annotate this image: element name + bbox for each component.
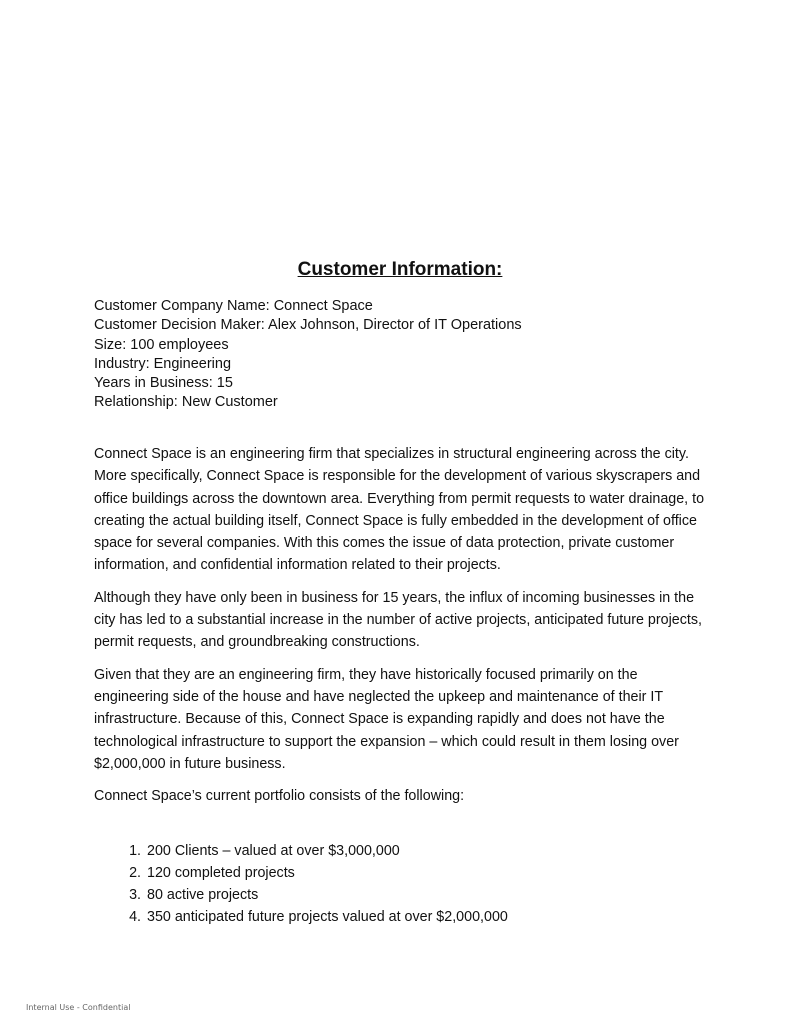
- info-relationship: Relationship: New Customer: [94, 394, 278, 411]
- info-company-name: Customer Company Name: Connect Space: [94, 298, 373, 314]
- list-item: [94, 840, 714, 862]
- list-item: [94, 884, 714, 906]
- paragraph-growth: Although they have only been in business for 15 years, the influx of incoming businesses in the city has led to a substantial increase in the number of active projects, anticipated future projects, permit requests, and groundbreaking constructions.: [94, 589, 702, 651]
- paragraph-it-infrastructure: Given that they are an engineering firm, they have historically focused primarily on the engineering side of the house and have neglected the upkeep and maintenance of their IT infrastructure. Because of this, Connect Space is expanding rapidly and does not have the technological infrastructure to support the expansion – which could result in them losing over $2,000,000 in future business.: [94, 666, 679, 772]
- list-item-text: 120 completed projects: [147, 865, 295, 881]
- body-text: [94, 443, 706, 817]
- list-item: [94, 906, 714, 928]
- list-item-number: 3.: [129, 887, 141, 903]
- paragraph-portfolio-intro: Connect Space’s current portfolio consists of the following:: [94, 788, 465, 805]
- list-item-number: 4.: [129, 909, 141, 925]
- list-item-text: 80 active projects: [147, 887, 259, 903]
- list-item: [94, 862, 714, 884]
- portfolio-list: [94, 840, 714, 928]
- info-decision-maker: Customer Decision Maker: Alex Johnson, Director of IT Operations: [94, 317, 522, 334]
- list-item-number: 2.: [129, 865, 141, 881]
- customer-info-block: [94, 297, 714, 413]
- confidentiality-footer: Internal Use - Confidential: [26, 1003, 131, 1012]
- list-item-text: 350 anticipated future projects valued at over $2,000,000: [147, 909, 508, 925]
- list-item-number: 1.: [129, 843, 141, 859]
- list-item-text: 200 Clients – valued at over $3,000,000: [147, 843, 400, 859]
- info-industry: Industry: Engineering: [94, 355, 232, 372]
- paragraph-overview: Connect Space is an engineering firm that specializes in structural engineering across the city. More specifically, Connect Space is responsible for the development of various skyscrapers and office buildings across the downtown area. Everything from permit requests to water drainage, to creating the actual building itself, Connect Space is fully embedded in the development of office space for several companies. With this comes the issue of data protection, private customer information, and confidential information related to their projects.: [94, 446, 705, 574]
- info-years-in-business: Years in Business: 15: [94, 375, 233, 392]
- page-title: Customer Information:: [297, 259, 503, 280]
- info-size: Size: 100 employees: [94, 336, 229, 353]
